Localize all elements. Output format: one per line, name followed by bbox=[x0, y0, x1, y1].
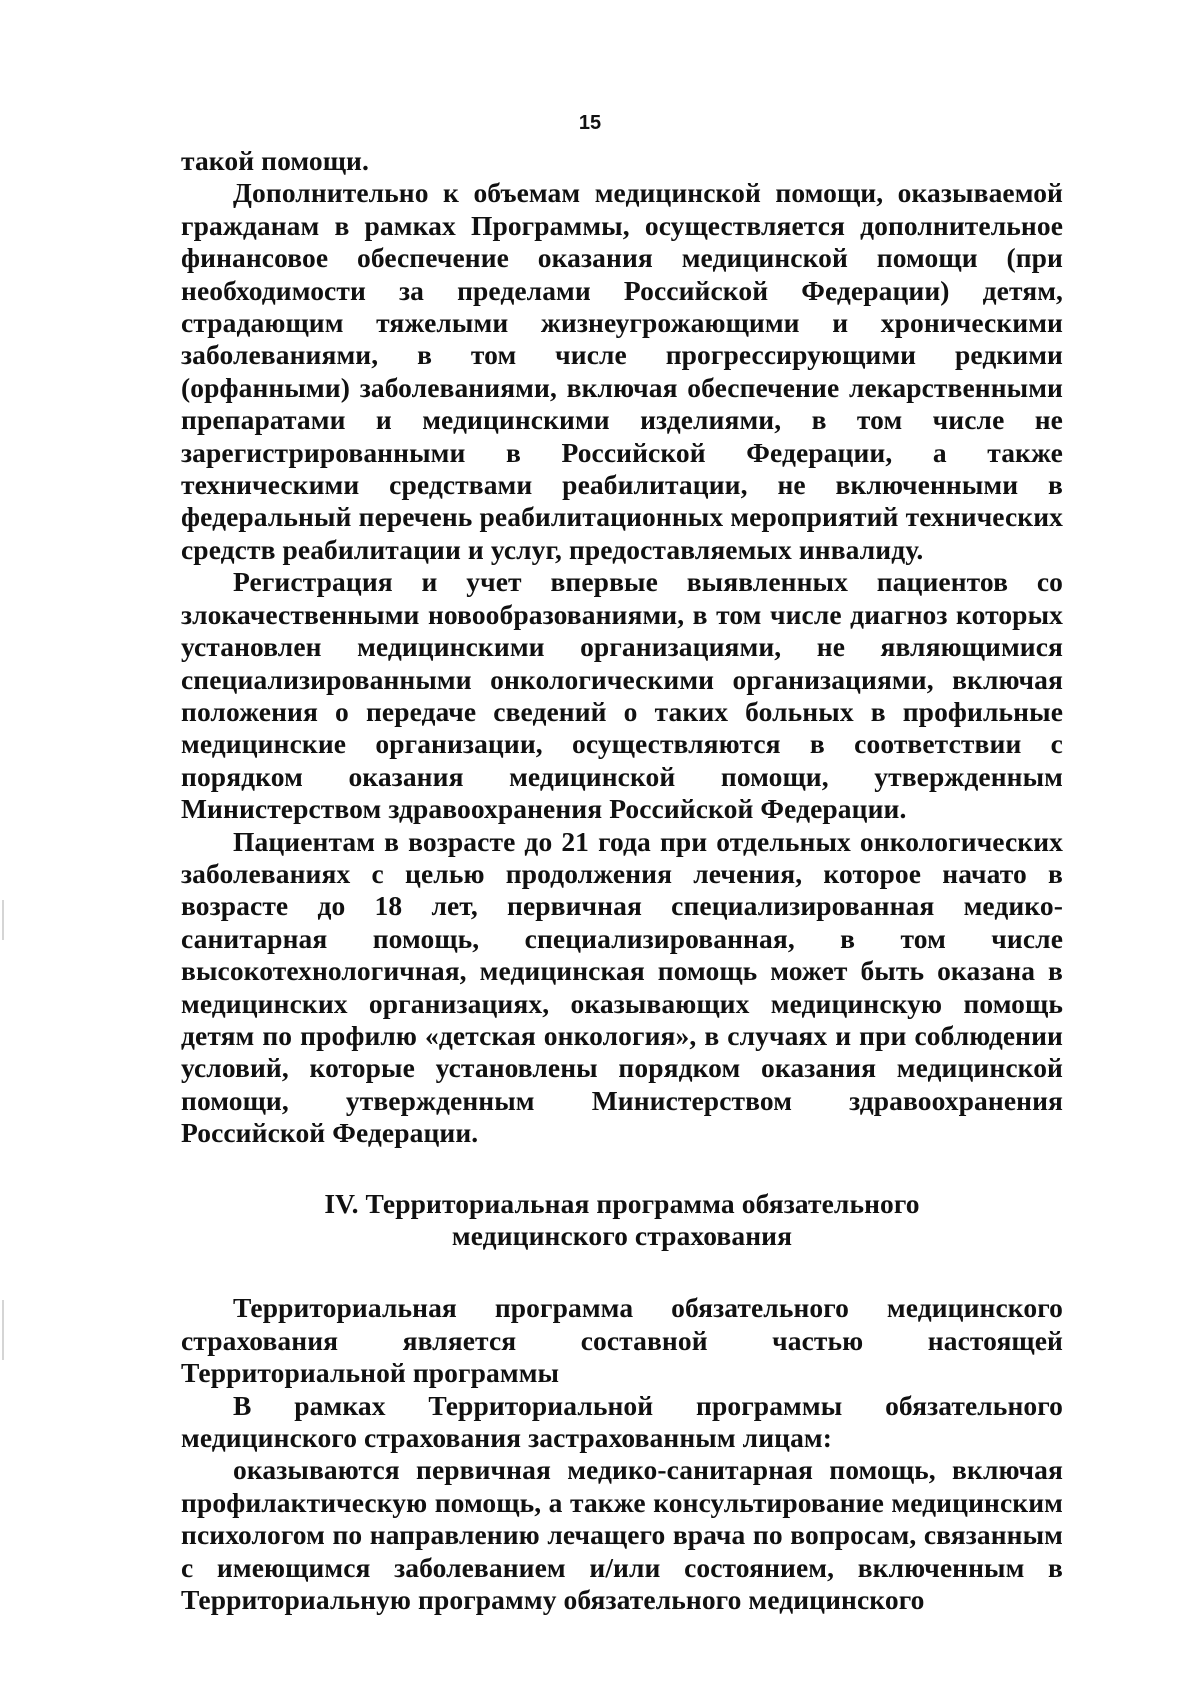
paragraph: Территориальная программа обязательного медицинского страхования является составной частью настоящей Территориальной программы bbox=[181, 1292, 1063, 1389]
paragraph: Регистрация и учет впервые выявленных пациентов со злокачественными новообразованиями, в том числе диагноз которых установлен медицинскими организациями, не являющимися специализированными онкологическими организациями, включая положения о передаче сведений о таких больных в профильные медицинские организации, осуществляются в соответствии с порядком оказания медицинской помощи, утвержденным Министерством здравоохранения Российской Федерации. bbox=[181, 566, 1063, 825]
paragraph: оказываются первичная медико-санитарная помощь, включая профилактическую помощь, а также консультирование медицинским психологом по направлению лечащего врача по вопросам, связанным с имеющимся заболеванием и/или состоянием, включенным в Территориальную программу обязательного медицинского bbox=[181, 1454, 1063, 1616]
document-body bbox=[181, 145, 1063, 1616]
scan-edge-mark bbox=[2, 1300, 4, 1360]
section-heading-line: медицинского страхования bbox=[451, 1220, 793, 1251]
paragraph: Пациентам в возрасте до 21 года при отдельных онкологических заболеваниях с целью продолжения лечения, которое начато в возрасте до 18 лет, первичная специализированная медико-санитарная помощь, специализированная, в том числе высокотехнологичная, медицинская помощь может быть оказана в медицинских организациях, оказывающих медицинскую помощь детям по профилю «детская онкология», в случаях и при соблюдении условий, которые установлены порядком оказания медицинской помощи, утвержденным Министерством здравоохранения Российской Федерации. bbox=[181, 825, 1063, 1149]
scan-edge-mark bbox=[2, 900, 4, 940]
section-heading bbox=[181, 1188, 1063, 1253]
section-heading-line: IV. Территориальная программа обязательного bbox=[324, 1187, 920, 1219]
paragraph: В рамках Территориальной программы обязательного медицинского страхования застрахованным лицам: bbox=[181, 1389, 1063, 1454]
paragraph: Дополнительно к объемам медицинской помощи, оказываемой гражданам в рамках Программы, осуществляется дополнительное финансовое обеспечение оказания медицинской помощи (при необходимости за пределами Российской Федерации) детям, страдающим тяжелыми жизнеугрожающими и хроническими заболеваниями, в том числе прогрессирующими редкими (орфанными) заболеваниями, включая обеспечение лекарственными препаратами и медицинскими изделиями, в том числе не зарегистрированными в Российской Федерации, а также техническими средствами реабилитации, не включенными в федеральный перечень реабилитационных мероприятий технических средств реабилитации и услуг, предоставляемых инвалиду. bbox=[181, 177, 1063, 565]
page-number: 15 bbox=[578, 112, 602, 134]
paragraph-continuation: такой помощи. bbox=[181, 145, 369, 176]
